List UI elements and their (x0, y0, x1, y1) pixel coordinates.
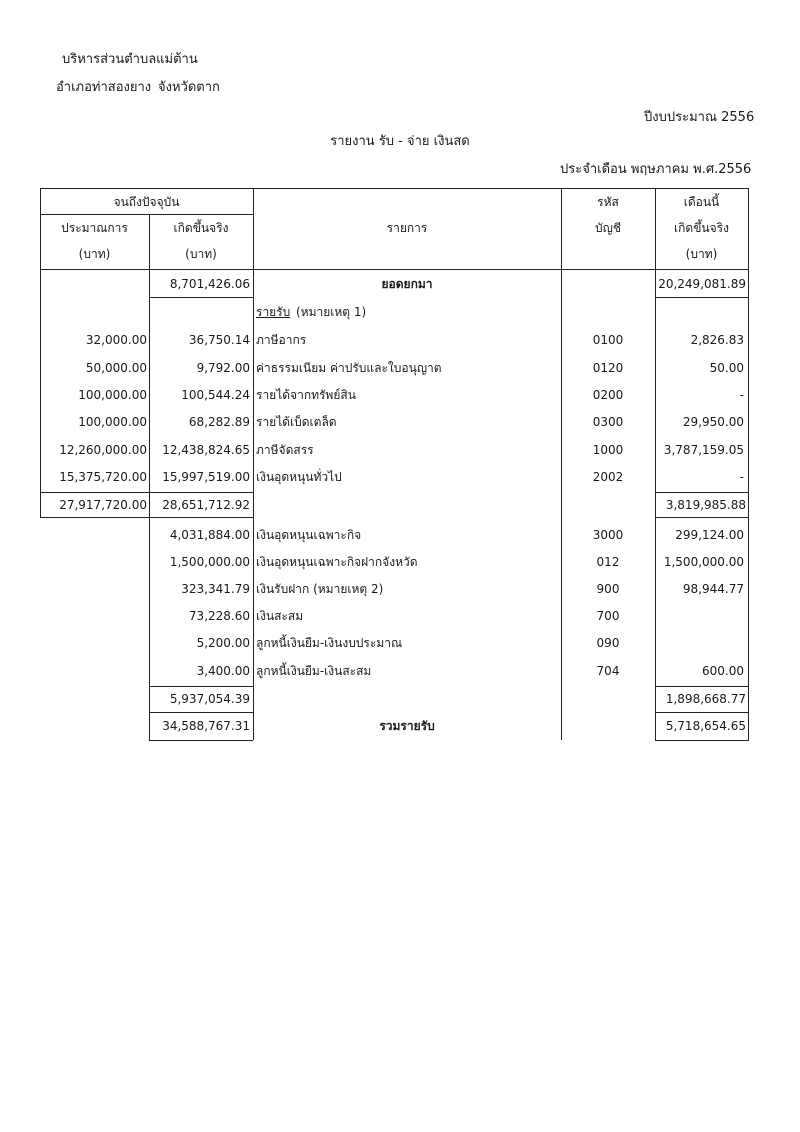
org-province: จังหวัดตาก (158, 80, 220, 95)
income-month: 50.00 (709, 361, 744, 375)
fiscal-year: ปีงบประมาณ 2556 (644, 110, 755, 125)
col-header-estimate-unit: (บาท) (78, 247, 111, 261)
income-estimate: 12,260,000.00 (59, 443, 147, 457)
income-actual: 36,750.14 (188, 333, 250, 347)
other-actual: 5,200.00 (196, 636, 250, 650)
income-code: 0120 (592, 361, 624, 375)
other-actual: 323,341.79 (181, 582, 250, 596)
income-code: 2002 (592, 470, 624, 484)
income-month: - (739, 388, 744, 402)
income-code: 0100 (592, 333, 624, 347)
brought-forward-actual: 8,701,426.06 (169, 277, 250, 291)
other-code: 900 (596, 582, 620, 596)
income-month: - (739, 470, 744, 484)
income-total-month: 3,819,985.88 (665, 498, 746, 512)
income-item: รายได้เบ็ดเตล็ด (256, 415, 337, 429)
other-total-month: 1,898,668.77 (665, 692, 746, 706)
income-actual: 9,792.00 (196, 361, 250, 375)
other-month: 299,124.00 (675, 528, 744, 542)
col-header-month: เดือนนี้ (683, 195, 720, 209)
other-item: ลูกหนี้เงินยืม-เงินงบประมาณ (256, 636, 403, 650)
income-code: 0300 (592, 415, 624, 429)
col-header-actual-unit: (บาท) (185, 247, 217, 261)
income-actual: 15,997,519.00 (162, 470, 250, 484)
col-header-item: รายการ (386, 221, 428, 235)
other-actual: 3,400.00 (196, 664, 250, 678)
grand-total-actual: 34,588,767.31 (162, 719, 250, 733)
other-actual: 73,228.60 (188, 609, 250, 623)
grand-total-month: 5,718,654.65 (665, 719, 746, 733)
income-total-actual: 28,651,712.92 (162, 498, 250, 512)
income-month: 29,950.00 (682, 415, 744, 429)
other-total-actual: 5,937,054.39 (169, 692, 250, 706)
income-item: รายได้จากทรัพย์สิน (256, 388, 356, 402)
income-heading: รายรับ (256, 305, 291, 319)
income-code: 0200 (592, 388, 624, 402)
brought-forward-label: ยอดยกมา (381, 277, 433, 291)
income-total-estimate: 27,917,720.00 (59, 498, 147, 512)
other-code: 090 (596, 636, 620, 650)
grand-total-label: รวมรายรับ (379, 719, 435, 733)
income-actual: 12,438,824.65 (162, 443, 250, 457)
col-header-month-actual: เกิดขึ้นจริง (674, 221, 729, 235)
org-name: บริหารส่วนตำบลแม่ต้าน (62, 52, 198, 67)
income-month: 2,826.83 (690, 333, 744, 347)
income-month: 3,787,159.05 (663, 443, 744, 457)
other-item: เงินสะสม (256, 609, 304, 623)
col-header-actual: เกิดขึ้นจริง (173, 221, 229, 235)
report-title: รายงาน รับ - จ่าย เงินสด (330, 134, 470, 149)
income-code: 1000 (592, 443, 624, 457)
income-estimate: 32,000.00 (85, 333, 147, 347)
col-header-code: รหัส (597, 195, 619, 209)
income-item: ค่าธรรมเนียม ค่าปรับและใบอนุญาต (256, 361, 442, 375)
col-header-code-sub: บัญชี (595, 221, 621, 235)
other-actual: 4,031,884.00 (169, 528, 250, 542)
other-item: เงินรับฝาก (หมายเหตุ 2) (256, 582, 384, 596)
col-header-to-date: จนถึงปัจจุบัน (113, 195, 180, 209)
income-estimate: 100,000.00 (78, 415, 147, 429)
other-item: ลูกหนี้เงินยืม-เงินสะสม (256, 664, 372, 678)
other-month: 600.00 (702, 664, 744, 678)
income-heading-note: (หมายเหตุ 1) (296, 305, 367, 319)
report-period: ประจำเดือน พฤษภาคม พ.ศ.2556 (560, 162, 752, 177)
income-item: ภาษีอากร (256, 333, 307, 347)
brought-forward-month: 20,249,081.89 (658, 277, 746, 291)
income-item: ภาษีจัดสรร (256, 443, 314, 457)
col-header-estimate: ประมาณการ (61, 221, 128, 235)
col-header-month-unit: (บาท) (685, 247, 718, 261)
other-month: 98,944.77 (682, 582, 744, 596)
income-estimate: 15,375,720.00 (59, 470, 147, 484)
other-code: 3000 (592, 528, 624, 542)
income-estimate: 100,000.00 (78, 388, 147, 402)
other-code: 704 (596, 664, 620, 678)
other-item: เงินอุดหนุนเฉพาะกิจ (256, 528, 362, 542)
other-actual: 1,500,000.00 (169, 555, 250, 569)
other-month: 1,500,000.00 (663, 555, 744, 569)
other-item: เงินอุดหนุนเฉพาะกิจฝากจังหวัด (256, 555, 418, 569)
income-item: เงินอุดหนุนทั่วไป (256, 470, 342, 484)
income-estimate: 50,000.00 (85, 361, 147, 375)
income-actual: 68,282.89 (188, 415, 250, 429)
org-district: อำเภอท่าสองยาง (56, 80, 152, 95)
other-code: 700 (596, 609, 620, 623)
other-code: 012 (596, 555, 620, 569)
income-actual: 100,544.24 (181, 388, 250, 402)
